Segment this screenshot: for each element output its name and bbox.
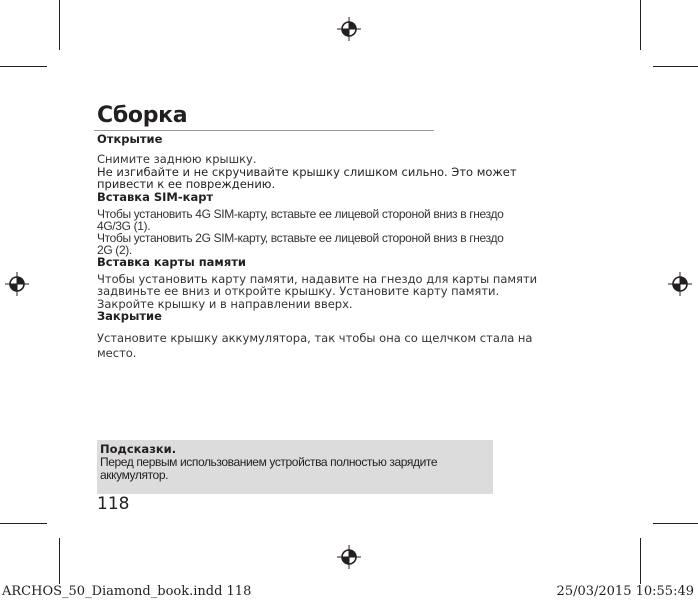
memory-text-line-2: задвиньте ее вниз и откройте крышку. Установите карту памяти. bbox=[97, 284, 500, 298]
crop-mark-bottom-left-h bbox=[0, 523, 47, 524]
section-heading-closing: Закрытие bbox=[97, 309, 162, 323]
tips-heading: Подсказки. bbox=[100, 442, 177, 456]
sim-text-line-1: Чтобы установить 4G SIM-карту, вставьте ее лицевой стороной вниз в гнездо bbox=[97, 206, 504, 221]
sim-text-line-2: 4G/3G (1). bbox=[97, 218, 151, 233]
registration-mark-icon bbox=[337, 17, 361, 41]
page-content bbox=[97, 103, 597, 361]
memory-text-line-1: Чтобы установить карту памяти, надавите на гнездо для карты памяти bbox=[97, 271, 538, 286]
page-title: Сборка bbox=[97, 103, 188, 128]
tips-text-line-2: аккумулятор. bbox=[100, 467, 169, 482]
registration-mark-icon bbox=[668, 272, 692, 296]
crop-mark-top-left-h bbox=[0, 66, 47, 67]
tips-text-line-1: Перед первым использованием устройства полностью зарядите bbox=[100, 455, 438, 469]
page-number: 118 bbox=[97, 494, 130, 514]
section-heading-opening: Открытие bbox=[97, 132, 163, 146]
sim-text-line-4: 2G (2). bbox=[97, 242, 132, 257]
section-heading-memory-card: Вставка карты памяти bbox=[97, 254, 246, 269]
closing-text-line-1: Установите крышку аккумулятора, так чтобы она со щелчком стала на bbox=[97, 331, 533, 345]
sim-text-line-3: Чтобы установить 2G SIM-карту, вставьте ее лицевой стороной вниз в гнездо bbox=[97, 230, 504, 245]
title-underline bbox=[94, 130, 434, 131]
slug-timestamp: 25/03/2015 10:55:49 bbox=[556, 584, 694, 599]
opening-text-line-3: привести к ее повреждению. bbox=[97, 177, 276, 191]
crop-mark-top-right-h bbox=[653, 66, 698, 67]
crop-mark-top-left-v bbox=[59, 0, 60, 50]
registration-mark-icon bbox=[337, 545, 361, 569]
slug-filename: ARCHOS_50_Diamond_book.indd 118 bbox=[2, 584, 252, 599]
crop-mark-bottom-right-v bbox=[640, 538, 641, 584]
crop-mark-bottom-left-v bbox=[59, 538, 60, 584]
memory-text-line-3: Закройте крышку и в направлении вверх. bbox=[97, 296, 353, 311]
opening-text-line-1: Снимите заднюю крышку. bbox=[97, 152, 257, 166]
closing-text-line-2: место. bbox=[97, 346, 137, 360]
tips-box bbox=[97, 440, 493, 494]
crop-mark-bottom-right-h bbox=[653, 523, 698, 524]
crop-mark-top-right-v bbox=[640, 0, 641, 50]
section-heading-sim: Вставка SIM-карт bbox=[97, 189, 214, 204]
registration-mark-icon bbox=[5, 272, 29, 296]
opening-text-line-2: Не изгибайте и не скручивайте крышку слишком сильно. Это может bbox=[97, 164, 517, 179]
